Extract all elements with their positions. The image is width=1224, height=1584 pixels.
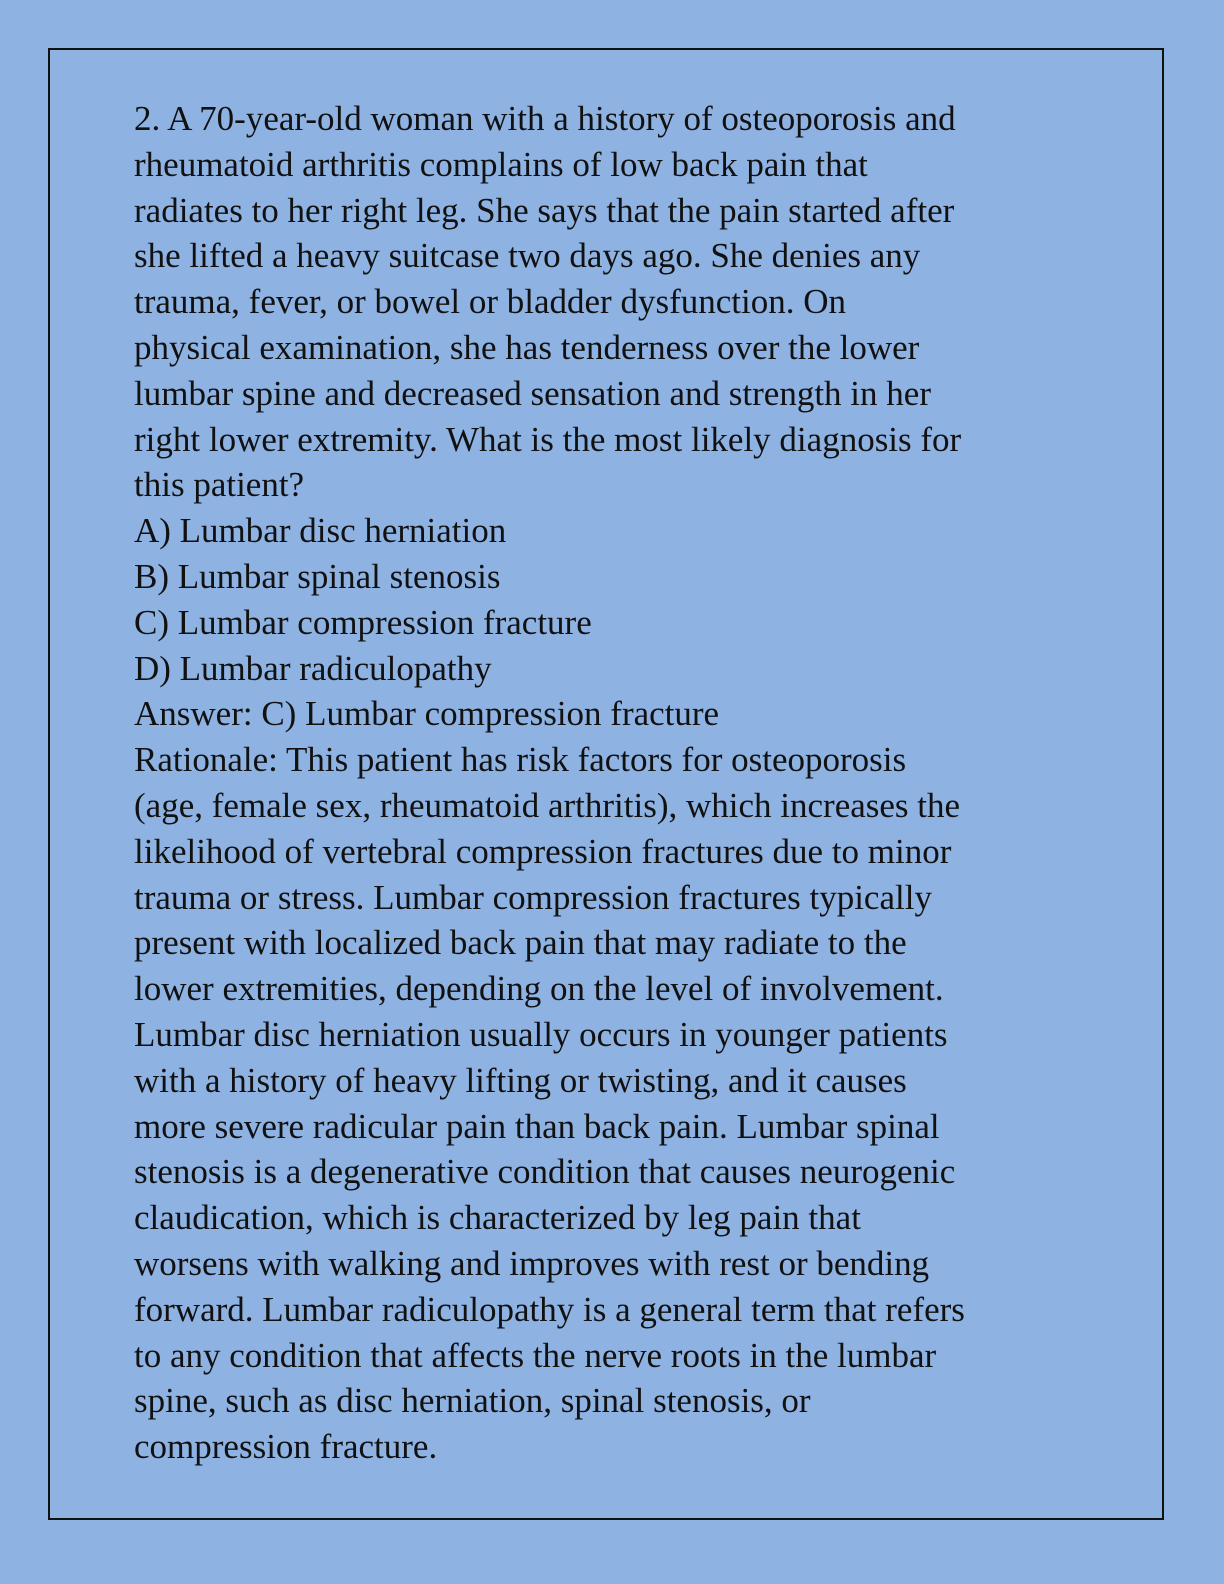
question-line: right lower extremity. What is the most likely diagnosis for [134,419,962,459]
question-document [134,96,1094,1470]
question-line: radiates to her right leg. She says that the pain started after [134,190,955,230]
rationale-line: present with localized back pain that may radiate to the [134,923,907,963]
answer-options [134,508,1094,691]
rationale-line: spine, such as disc herniation, spinal stenosis, or [134,1381,811,1421]
question-stem [134,96,1094,508]
rationale-line: claudication, which is characterized by leg pain that [134,1198,861,1238]
option-d: D) Lumbar radiculopathy [134,648,492,688]
rationale-line: Rationale: This patient has risk factors for osteoporosis [134,740,907,780]
question-line: rheumatoid arthritis complains of low back pain that [134,144,868,184]
rationale-line: compression fracture. [134,1427,438,1467]
question-line: lumbar spine and decreased sensation and strength in her [134,373,931,413]
rationale-line: to any condition that affects the nerve roots in the lumbar [134,1335,937,1375]
rationale-line: forward. Lumbar radiculopathy is a general term that refers [134,1289,965,1329]
rationale-line: lower extremities, depending on the level of involvement. [134,969,944,1009]
rationale-line: Lumbar disc herniation usually occurs in younger patients [134,1014,948,1054]
rationale-line: trauma or stress. Lumbar compression fractures typically [134,877,932,917]
rationale-line: likelihood of vertebral compression fractures due to minor [134,831,952,871]
rationale-line: worsens with walking and improves with rest or bending [134,1243,930,1283]
rationale [134,737,1094,1470]
question-line: she lifted a heavy suitcase two days ago. She denies any [134,236,921,276]
option-a: A) Lumbar disc herniation [134,511,507,551]
option-b: B) Lumbar spinal stenosis [134,556,501,596]
question-line: physical examination, she has tenderness over the lower [134,327,920,367]
rationale-line: stenosis is a degenerative condition that causes neurogenic [134,1152,956,1192]
question-line: this patient? [134,465,305,505]
rationale-line: more severe radicular pain than back pain. Lumbar spinal [134,1106,940,1146]
option-c: C) Lumbar compression fracture [134,602,592,642]
rationale-line: (age, female sex, rheumatoid arthritis), which increases the [134,785,961,825]
rationale-line: with a history of heavy lifting or twisting, and it causes [134,1060,907,1100]
correct-answer: Answer: C) Lumbar compression fracture [134,694,720,734]
question-line: 2. A 70-year-old woman with a history of osteoporosis and [134,99,956,138]
question-line: trauma, fever, or bowel or bladder dysfunction. On [134,282,846,322]
